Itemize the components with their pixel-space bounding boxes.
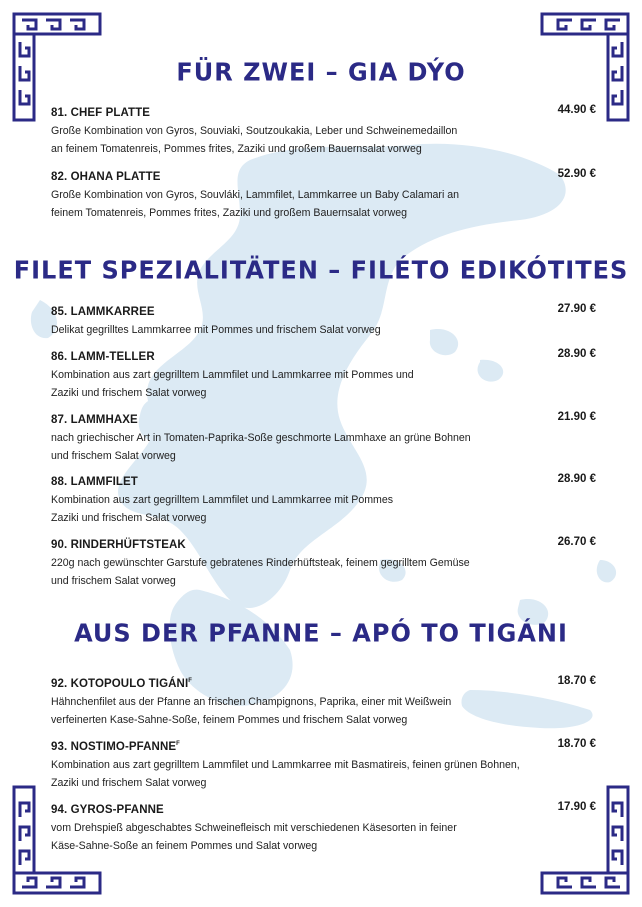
- item-description: vom Drehspieß abgeschabtes Schweinefleisch mit verschiedenen Käsesorten in feiner Käse-Sahne-Soße an feinem Pommes und Salat vorweg: [51, 822, 457, 852]
- menu-item-92: [51, 674, 596, 729]
- menu-item-82: [51, 167, 596, 222]
- menu-item-88: [51, 472, 596, 527]
- item-price: 17.90 €: [557, 801, 596, 813]
- item-description: Delikat gegrilltes Lammkarree mit Pommes und frischem Salat vorweg: [51, 324, 381, 336]
- item-price: 44.90 €: [557, 104, 596, 116]
- section-title-aus-der-pfanne: AUS DER PFANNE – APÓ TO TIGÁNI: [74, 618, 568, 648]
- item-price: 28.90 €: [557, 348, 596, 360]
- item-name: 85. LAMMKARREE: [51, 306, 155, 318]
- menu-item-85: [51, 302, 596, 340]
- section-title-filet-spezialitaeten: FILET SPEZIALITÄTEN – FILÉTO EDIKÓTITES: [13, 255, 629, 285]
- item-name: 86. LAMM-TELLER: [51, 351, 155, 363]
- menu-item-87: [51, 410, 596, 465]
- menu-item-86: [51, 347, 596, 402]
- item-price: 21.90 €: [557, 411, 596, 423]
- menu-item-94: [51, 800, 596, 855]
- item-name: 94. GYROS-PFANNE: [51, 804, 164, 816]
- allergen-marker: F: [176, 741, 180, 748]
- item-name: 87. LAMMHAXE: [51, 414, 138, 426]
- item-price: 28.90 €: [557, 473, 596, 485]
- menu-item-90: [51, 535, 596, 590]
- item-price: 52.90 €: [557, 168, 596, 180]
- item-name: 88. LAMMFILET: [51, 476, 138, 488]
- item-description: Kombination aus zart gegrilltem Lammfilet und Lammkarree mit Basmatireis, feinen grünen Bohnen, Zaziki und frischem Salat vorweg: [51, 759, 520, 789]
- item-price: 18.70 €: [557, 675, 596, 687]
- item-name: 82. OHANA PLATTE: [51, 171, 161, 183]
- item-description: Große Kombination von Gyros, Souviaki, Soutzoukakia, Leber und Schweinemedaillon an feinem Tomatenreis, Pommes frites, Zaziki und großem Bauernsalat vorweg: [51, 125, 458, 155]
- section-title-fuer-zwei: FÜR ZWEI – GIA DÝO: [176, 57, 466, 87]
- item-description: Hähnchenfilet aus der Pfanne an frischen Champignons, Paprika, einer mit Weißwein verfeinerten Kase-Sahne-Soße, feinem Pommes und frischem Salat vorweg: [51, 696, 452, 726]
- menu-item-81: [51, 103, 596, 158]
- item-name: 92. KOTOPOULO $TIGÁNI^F$: [51, 678, 193, 690]
- item-name: 90. RINDERHÜFTSTEAK: [51, 539, 186, 551]
- item-name: 93. NOSTIMO-$PFANNE^F$: [51, 741, 180, 753]
- allergen-marker: F: [188, 678, 193, 685]
- item-price: 26.70 €: [557, 536, 596, 548]
- item-description: nach griechischer Art in Tomaten-Paprika-Soße geschmorte Lammhaxe an grüne Bohnen und frischem Salat vorweg: [51, 432, 471, 462]
- item-name: 81. CHEF PLATTE: [51, 107, 151, 119]
- item-price: 27.90 €: [557, 303, 596, 315]
- item-description: Kombination aus zart gegrilltem Lammfilet und Lammkarree mit Pommes und Zaziki und frischem Salat vorweg: [51, 369, 414, 399]
- item-price: 18.70 €: [557, 738, 596, 750]
- item-description: Kombination aus zart gegrilltem Lammfilet und Lammkarree mit Pommes Zaziki und frischem Salat vorweg: [51, 494, 394, 524]
- item-description: Große Kombination von Gyros, Souvláki, Lammfilet, Lammkarree un Baby Calamari an feinem Tomatenreis, Pommes frites, Zaziki und großem Bauernsalat vorweg: [51, 189, 460, 219]
- menu-item-93: [51, 737, 596, 792]
- item-description: 220g nach gewünschter Garstufe gebratenes Rinderhüftsteak, feinem gegrilltem Gemüse und frischem Salat vorweg: [51, 557, 470, 587]
